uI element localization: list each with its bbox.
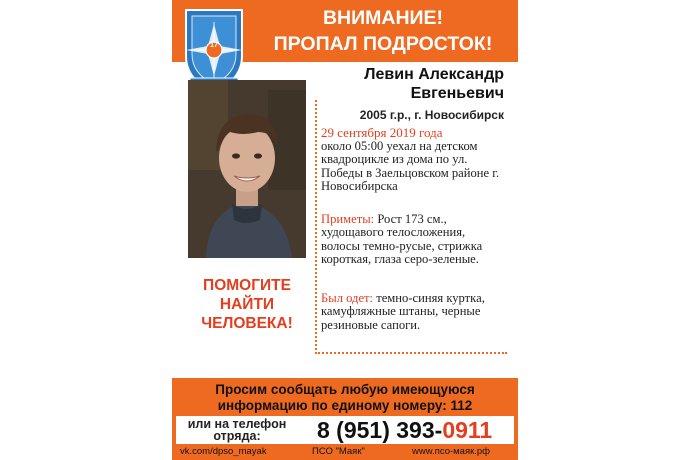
features-label: Приметы: (321, 212, 375, 226)
missing-person-poster (172, 0, 518, 460)
person-name-line2: Евгеньевич (410, 85, 504, 102)
clothes-text: темно-синяя куртка, камуфляжные штаны, черные резиновые сапоги. (321, 291, 485, 332)
phone-number-highlight: 0911 (442, 417, 493, 443)
phone-label-line2: отряда: (213, 429, 261, 443)
help-line1: ПОМОГИТЕ (203, 277, 291, 294)
person-birth: 2005 г.р., г. Новосибирск (359, 108, 504, 122)
person-name-line1: Левин Александр (364, 66, 504, 83)
missing-date: 29 сентября 2019 года (321, 125, 443, 140)
help-line3: ЧЕЛОВЕКА! (201, 315, 293, 332)
footer-line1: Просим сообщать любую имеющуюся (215, 382, 475, 397)
header-missing-teen: ПРОПАЛ ПОДРОСТОК! (273, 33, 493, 55)
header-attention: ВНИМАНИЕ! (322, 7, 444, 29)
features-text: Рост 173 см., худощавого телосложения, волосы темно-русые, стрижка короткая, глаза серо-зеленые. (321, 212, 483, 267)
logo-badge-number: 17 (210, 42, 218, 49)
phone-number (317, 416, 492, 444)
vk-link[interactable]: vk.com/dpso_mayak (180, 446, 267, 457)
story-text: около 05:00 уехал на детском квадроцикле из дома по ул. Победы в Заельцовском районе г. Новосибирска (321, 139, 500, 194)
footer-line2: информацию по единому номеру: 112 (217, 398, 473, 413)
phone-label (182, 418, 292, 442)
phone-number-main: 8 (951) 393- (317, 417, 443, 443)
site-link[interactable]: www.псо-маяк.рф (412, 446, 490, 457)
features-paragraph (321, 213, 507, 267)
phone-label-line1: или на телефон (187, 417, 287, 431)
help-line2: НАЙТИ (219, 296, 275, 313)
clothes-label: Был одет: (321, 291, 374, 305)
org-name: ПСО "Маяк" (312, 446, 365, 457)
clothes-paragraph (321, 292, 507, 332)
person-photo (188, 80, 306, 258)
